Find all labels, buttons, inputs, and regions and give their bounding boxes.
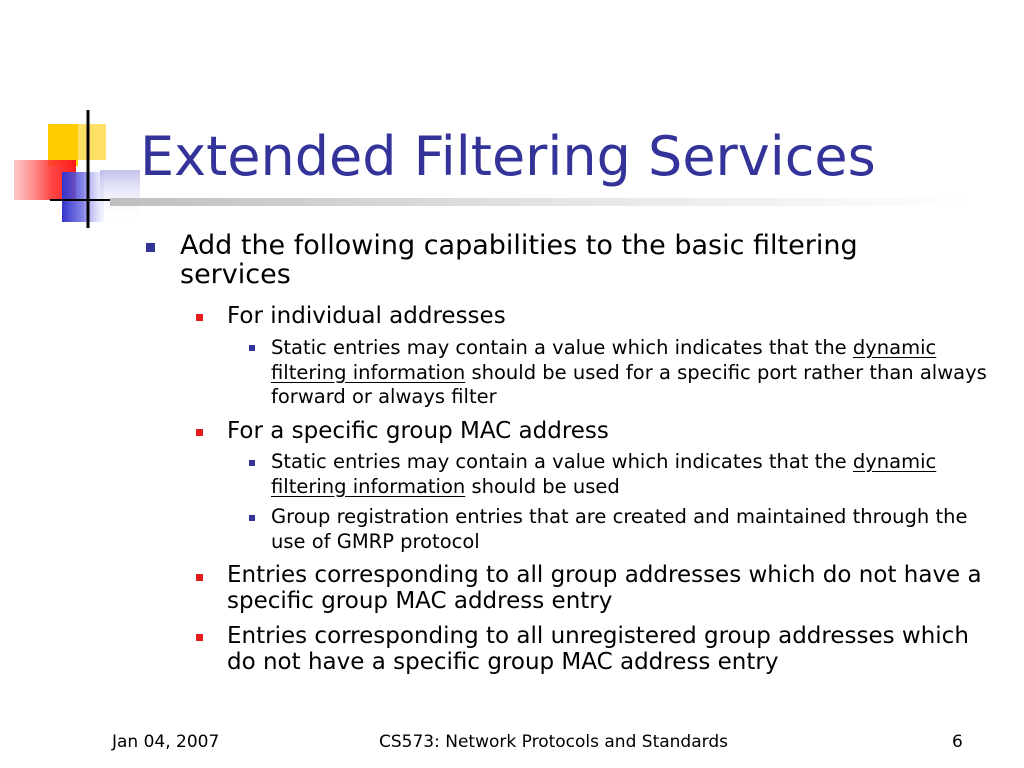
footer-course-title: CS573: Network Protocols and Standards [379, 732, 728, 752]
square-bullet-icon [249, 515, 255, 521]
bullet-level1: Add the following capabilities to the basic filtering services [180, 230, 858, 290]
square-bullet-icon [249, 345, 255, 351]
square-bullet-icon [196, 429, 203, 436]
bullet-level2: For individual addresses [227, 303, 506, 329]
underlined-term: dynamic filtering information [271, 450, 937, 498]
square-bullet-icon [146, 243, 155, 252]
text-segment: Static entries may contain a value which indicates that the [271, 450, 853, 473]
bullet-level3 [271, 336, 1001, 410]
bullet-level2: For a specific group MAC address [227, 418, 609, 444]
bullet-level3 [271, 450, 1001, 499]
bullet-level2: Entries corresponding to all unregistered group addresses which do not have a specific group MAC address entry [227, 623, 969, 675]
square-bullet-icon [196, 574, 203, 581]
footer-date: Jan 04, 2007 [112, 732, 220, 752]
underlined-term: dynamic filtering information [271, 336, 937, 384]
square-bullet-icon [196, 314, 203, 321]
slide-title: Extended Filtering Services [140, 125, 876, 188]
text-segment: should be used [465, 474, 620, 498]
text-segment: Static entries may contain a value which indicates that the [271, 336, 853, 359]
bullet-level3: Group registration entries that are created and maintained through the use of GMRP protocol [271, 505, 968, 553]
square-bullet-icon [196, 634, 203, 641]
text-segment: should be used for a specific port rather than always forward or always filter [271, 360, 987, 408]
bullet-level2: Entries corresponding to all group addresses which do not have a specific group MAC address entry [227, 562, 982, 614]
square-bullet-icon [249, 460, 255, 466]
footer-page-number: 6 [952, 732, 963, 752]
